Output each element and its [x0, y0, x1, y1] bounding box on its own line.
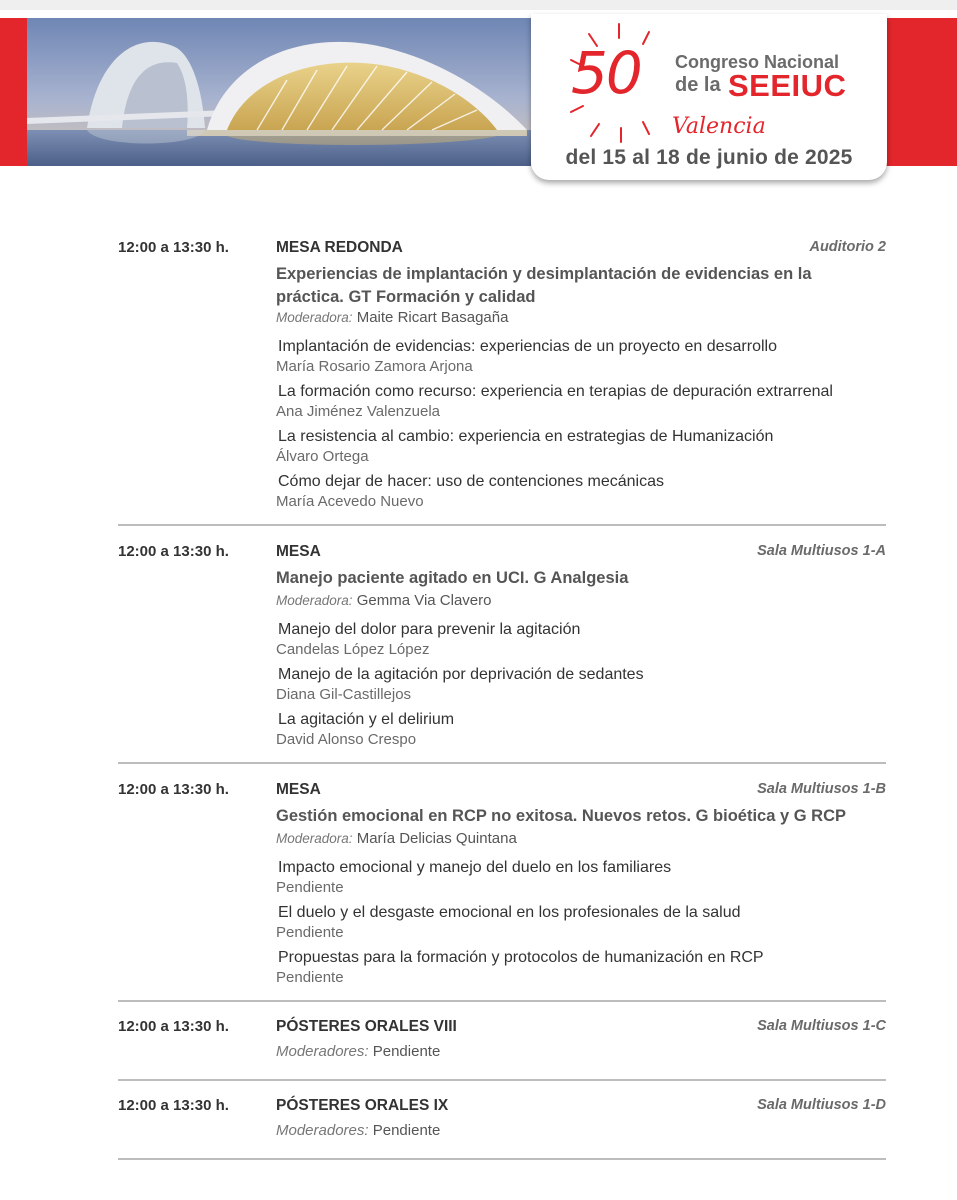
congress-city: Valencia: [672, 114, 766, 139]
top-strip: [0, 0, 957, 10]
congress-dates: del 15 al 18 de junio de 2025: [565, 146, 853, 169]
talk-speaker: María Acevedo Nuevo: [276, 493, 424, 510]
moderator-name: Pendiente: [372, 1122, 441, 1139]
congress-logo-card: [531, 14, 887, 180]
talk-item: [276, 427, 886, 467]
session-title: Experiencias de implantación y desimplantación de evidencias en la práctica. GT Formación y calidad: [276, 265, 812, 306]
session-room: Sala Multiusos 1-B: [757, 781, 886, 797]
session-type: PÓSTERES ORALES VIII: [276, 1018, 457, 1035]
society-acronym: SEEIUC: [728, 68, 847, 103]
session-room: Sala Multiusos 1-D: [757, 1097, 886, 1113]
talk-title: La resistencia al cambio: experiencia en estrategias de Humanización: [278, 428, 774, 445]
talk-item: [276, 382, 886, 422]
talk-speaker: María Rosario Zamora Arjona: [276, 358, 473, 375]
talk-speaker: Pendiente: [276, 924, 344, 941]
talk-speaker: Álvaro Ortega: [276, 448, 369, 465]
session-time: 12:00 a 13:30 h.: [118, 781, 229, 798]
session-time: 12:00 a 13:30 h.: [118, 543, 229, 560]
talk-item: [276, 620, 886, 660]
talk-title: La formación como recurso: experiencia en terapias de depuración extrarrenal: [278, 383, 833, 400]
city-of-arts-illustration: [27, 18, 531, 166]
session-moderator: [276, 309, 508, 326]
divider: [118, 1079, 886, 1081]
session-moderator: [276, 1122, 440, 1139]
congress-edition-number: 50: [571, 39, 641, 107]
session-moderator: [276, 592, 492, 609]
moderator-label: Moderadores:: [276, 1122, 369, 1139]
divider: [118, 524, 886, 526]
talk-speaker: Pendiente: [276, 969, 344, 986]
banner-red-right: [886, 18, 957, 166]
divider: [118, 762, 886, 764]
session-type: MESA: [276, 543, 321, 560]
session-type: PÓSTERES ORALES IX: [276, 1097, 449, 1114]
talk-title: Cómo dejar de hacer: uso de contenciones mecánicas: [278, 473, 664, 490]
moderator-label: Moderadora:: [276, 831, 353, 846]
session-moderator: [276, 1043, 440, 1060]
talk-item: [276, 665, 886, 705]
moderator-name: Pendiente: [372, 1043, 441, 1060]
session-title: Manejo paciente agitado en UCI. G Analgesia: [276, 569, 629, 587]
session-moderator: [276, 830, 517, 847]
moderator-label: Moderadora:: [276, 310, 353, 325]
session-room: Sala Multiusos 1-A: [757, 543, 886, 559]
talk-title: El duelo y el desgaste emocional en los profesionales de la salud: [278, 904, 741, 921]
banner-red-left: [0, 18, 28, 166]
moderator-name: Maite Ricart Basagaña: [356, 309, 509, 326]
talk-title: Implantación de evidencias: experiencias de un proyecto en desarrollo: [278, 338, 777, 355]
session-time: 12:00 a 13:30 h.: [118, 1018, 229, 1035]
congress-name-line1: Congreso Nacional: [675, 52, 840, 72]
talk-speaker: David Alonso Crespo: [276, 731, 417, 748]
talk-speaker: Pendiente: [276, 879, 344, 896]
talk-title: La agitación y el delirium: [278, 711, 455, 728]
talk-speaker: Ana Jiménez Valenzuela: [276, 403, 440, 420]
congress-name-line2a: de la: [675, 74, 721, 96]
talk-item: [276, 948, 886, 988]
session-title: Gestión emocional en RCP no exitosa. Nuevos retos. G bioética y G RCP: [276, 807, 847, 825]
talk-item: [276, 858, 886, 898]
divider: [118, 1000, 886, 1002]
talk-speaker: Candelas López López: [276, 641, 430, 658]
moderator-label: Moderadora:: [276, 593, 353, 608]
talk-item: [276, 710, 886, 750]
moderator-name: Gemma Via Clavero: [356, 592, 492, 609]
session-type: MESA REDONDA: [276, 239, 403, 256]
talk-speaker: Diana Gil-Castillejos: [276, 686, 412, 703]
session-room: Sala Multiusos 1-C: [757, 1018, 886, 1034]
moderator-label: Moderadores:: [276, 1043, 369, 1060]
talk-title: Propuestas para la formación y protocolos de humanización en RCP: [278, 949, 764, 966]
talk-item: [276, 337, 886, 377]
moderator-name: María Delicias Quintana: [356, 830, 517, 847]
divider: [118, 1158, 886, 1160]
session-time: 12:00 a 13:30 h.: [118, 239, 229, 256]
talk-item: [276, 472, 886, 512]
session-time: 12:00 a 13:30 h.: [118, 1097, 229, 1114]
talk-title: Manejo del dolor para prevenir la agitación: [278, 621, 581, 638]
session-type: MESA: [276, 781, 321, 798]
talk-title: Impacto emocional y manejo del duelo en los familiares: [278, 859, 672, 876]
talk-item: [276, 903, 886, 943]
banner-photo: [27, 18, 531, 166]
talk-title: Manejo de la agitación por deprivación de sedantes: [278, 666, 644, 683]
session-room: Auditorio 2: [809, 239, 886, 255]
